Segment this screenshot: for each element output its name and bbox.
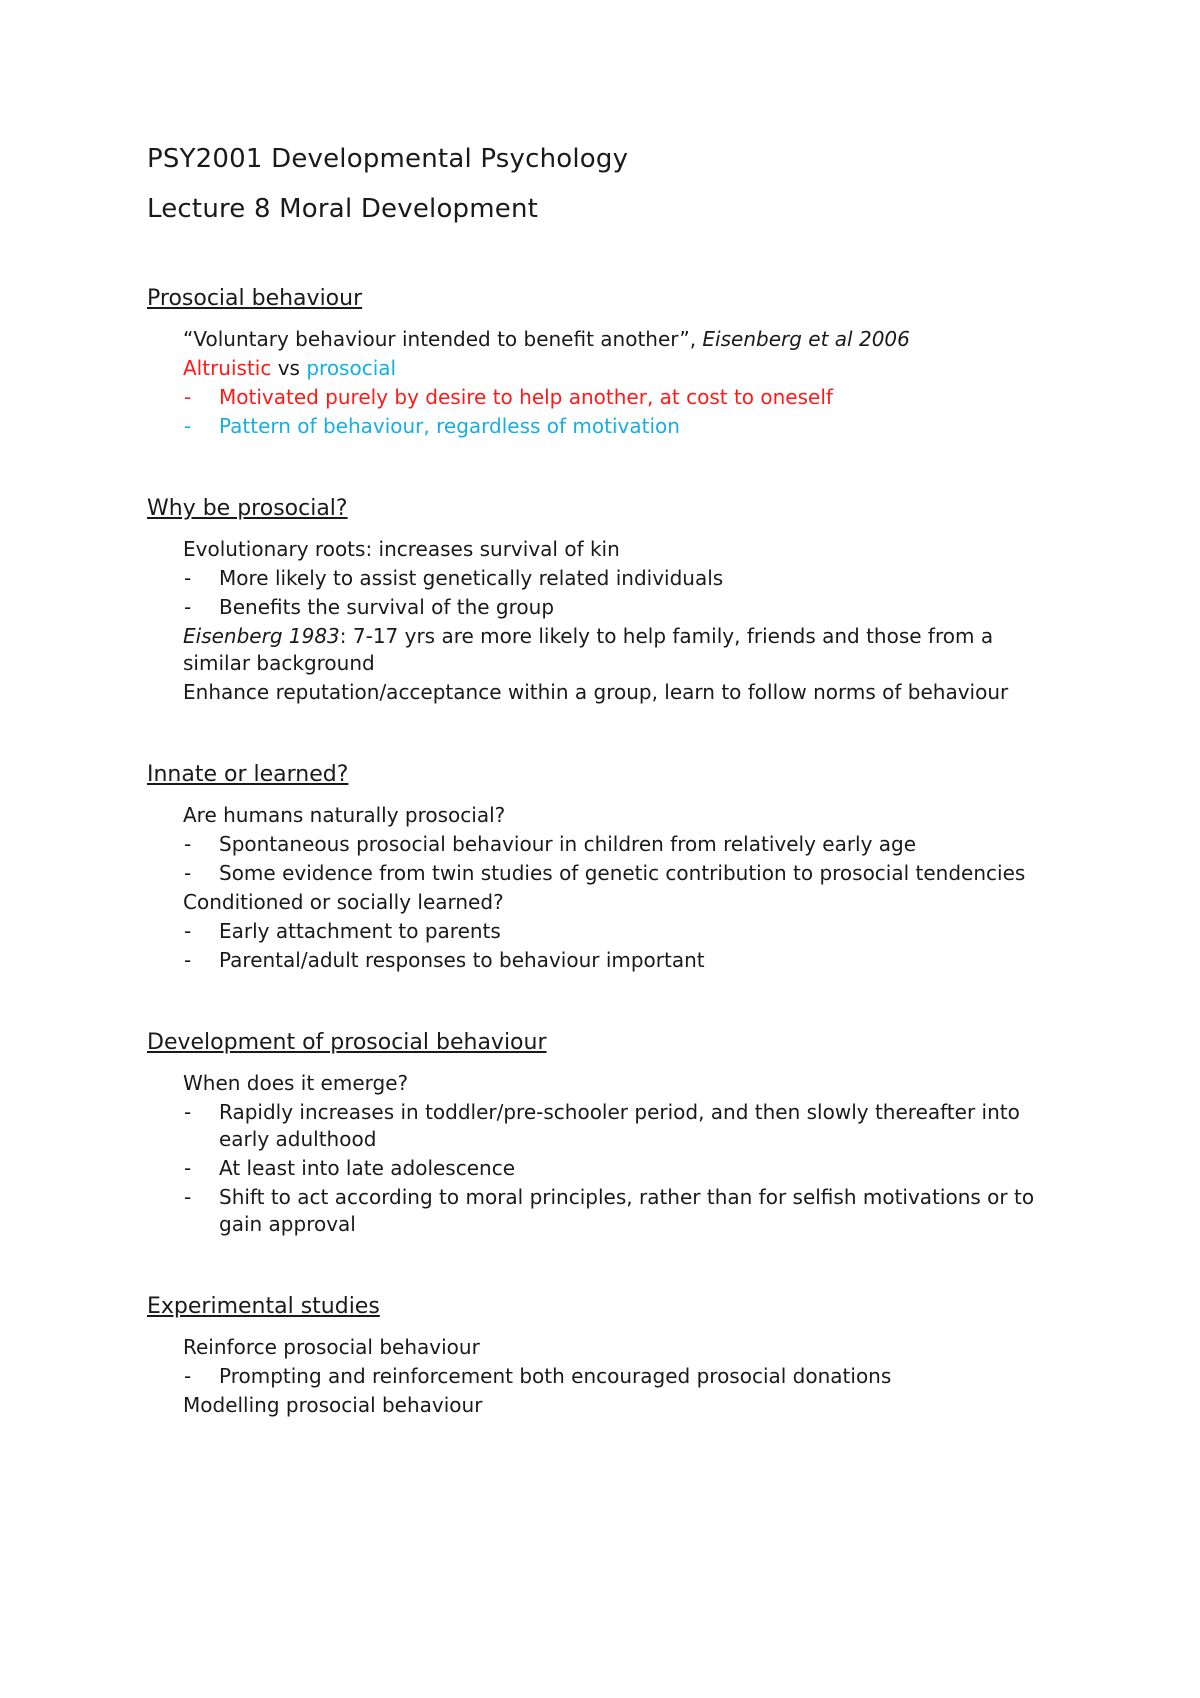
bullet-item	[147, 1392, 1047, 1419]
citation: Eisenberg 1983	[183, 624, 340, 648]
dash-icon: -	[184, 1100, 192, 1124]
bullet-text: “Voluntary behaviour intended to benefit another”,	[183, 327, 703, 351]
sub-item-text: More likely to assist genetically related individuals	[219, 566, 724, 590]
bullet-text: Conditioned or socially learned?	[183, 890, 504, 914]
bullet-list	[147, 536, 1047, 706]
bullet-text: : 7-17 yrs are more likely to help family, friends and those from a similar background	[183, 624, 994, 675]
sub-list	[183, 384, 1047, 440]
dash-icon: -	[184, 385, 192, 409]
vs-text: vs	[271, 356, 307, 380]
sub-item-text: Spontaneous prosocial behaviour in children from relatively early age	[219, 832, 917, 856]
section-innate-or-learned	[147, 760, 1047, 974]
section-why-be-prosocial	[147, 494, 1047, 706]
sub-item-text: Rapidly increases in toddler/pre-schooler period, and then slowly thereafter into early adulthood	[219, 1100, 1020, 1151]
bullet-item	[147, 326, 1047, 353]
sub-item-text: Early attachment to parents	[219, 919, 501, 943]
section-prosocial-behaviour	[147, 284, 1047, 440]
sub-item-text: Benefits the survival of the group	[219, 595, 555, 619]
bullet-item	[147, 802, 1047, 887]
bullet-text: Are humans naturally prosocial?	[183, 803, 506, 827]
bullet-text: Evolutionary roots: increases survival of kin	[183, 537, 620, 561]
bullet-list	[147, 326, 1047, 440]
document-page	[147, 140, 1047, 1421]
sub-item-text: At least into late adolescence	[219, 1156, 515, 1180]
dash-icon: -	[184, 595, 192, 619]
dash-icon: -	[184, 861, 192, 885]
section-heading: Development of prosocial behaviour	[147, 1030, 547, 1055]
bullet-item	[147, 355, 1047, 440]
sub-item	[183, 860, 1047, 887]
sub-item	[183, 1099, 1047, 1153]
sub-item-text: Prompting and reinforcement both encouraged prosocial donations	[219, 1364, 892, 1388]
sub-item-text: Motivated purely by desire to help another, at cost to oneself	[219, 385, 833, 409]
sub-list	[183, 1099, 1047, 1238]
bullet-list	[147, 802, 1047, 974]
sub-item	[183, 565, 1047, 592]
dash-icon: -	[184, 948, 192, 972]
bullet-list	[147, 1070, 1047, 1238]
altruistic-term: Altruistic	[183, 356, 272, 380]
sub-item	[183, 1363, 1047, 1390]
sub-item	[183, 1155, 1047, 1182]
bullet-text: Modelling prosocial behaviour	[183, 1393, 483, 1417]
dash-icon: -	[184, 832, 192, 856]
bullet-text: When does it emerge?	[183, 1071, 409, 1095]
section-heading: Innate or learned?	[147, 762, 349, 787]
bullet-item	[147, 1334, 1047, 1390]
citation: Eisenberg et al 2006	[702, 327, 910, 351]
sub-item	[183, 947, 1047, 974]
sub-list	[183, 918, 1047, 974]
sub-item-text: Some evidence from twin studies of genetic contribution to prosocial tendencies	[219, 861, 1026, 885]
section-experimental-studies	[147, 1292, 1047, 1419]
sub-item-text: Parental/adult responses to behaviour important	[219, 948, 705, 972]
bullet-item	[147, 536, 1047, 621]
dash-icon: -	[184, 1185, 192, 1209]
bullet-text: Reinforce prosocial behaviour	[183, 1335, 480, 1359]
document-subtitle: Lecture 8 Moral Development	[147, 194, 539, 224]
bullet-list	[147, 1334, 1047, 1419]
sub-item	[183, 413, 1047, 440]
bullet-item	[147, 679, 1047, 706]
sub-item	[183, 1184, 1047, 1238]
sub-list	[183, 1363, 1047, 1390]
sub-item	[183, 918, 1047, 945]
dash-icon: -	[184, 1364, 192, 1388]
dash-icon: -	[184, 919, 192, 943]
sub-item	[183, 594, 1047, 621]
bullet-item	[147, 889, 1047, 974]
sub-item	[183, 384, 1047, 411]
document-title: PSY2001 Developmental Psychology	[147, 144, 629, 174]
sub-item-text: Shift to act according to moral principles, rather than for selfish motivations or to gain approval	[219, 1185, 1035, 1236]
bullet-item	[147, 1070, 1047, 1238]
section-heading: Prosocial behaviour	[147, 286, 363, 311]
section-development-of-prosocial-behaviour	[147, 1028, 1047, 1238]
dash-icon: -	[184, 414, 192, 438]
sub-item-text: Pattern of behaviour, regardless of motivation	[219, 414, 680, 438]
dash-icon: -	[184, 566, 192, 590]
section-heading: Experimental studies	[147, 1294, 380, 1319]
bullet-text: Enhance reputation/acceptance within a group, learn to follow norms of behaviour	[183, 680, 1009, 704]
bullet-item	[147, 623, 1047, 677]
dash-icon: -	[184, 1156, 192, 1180]
sub-list	[183, 831, 1047, 887]
prosocial-term: prosocial	[306, 356, 397, 380]
section-heading: Why be prosocial?	[147, 496, 348, 521]
sub-list	[183, 565, 1047, 621]
sub-item	[183, 831, 1047, 858]
